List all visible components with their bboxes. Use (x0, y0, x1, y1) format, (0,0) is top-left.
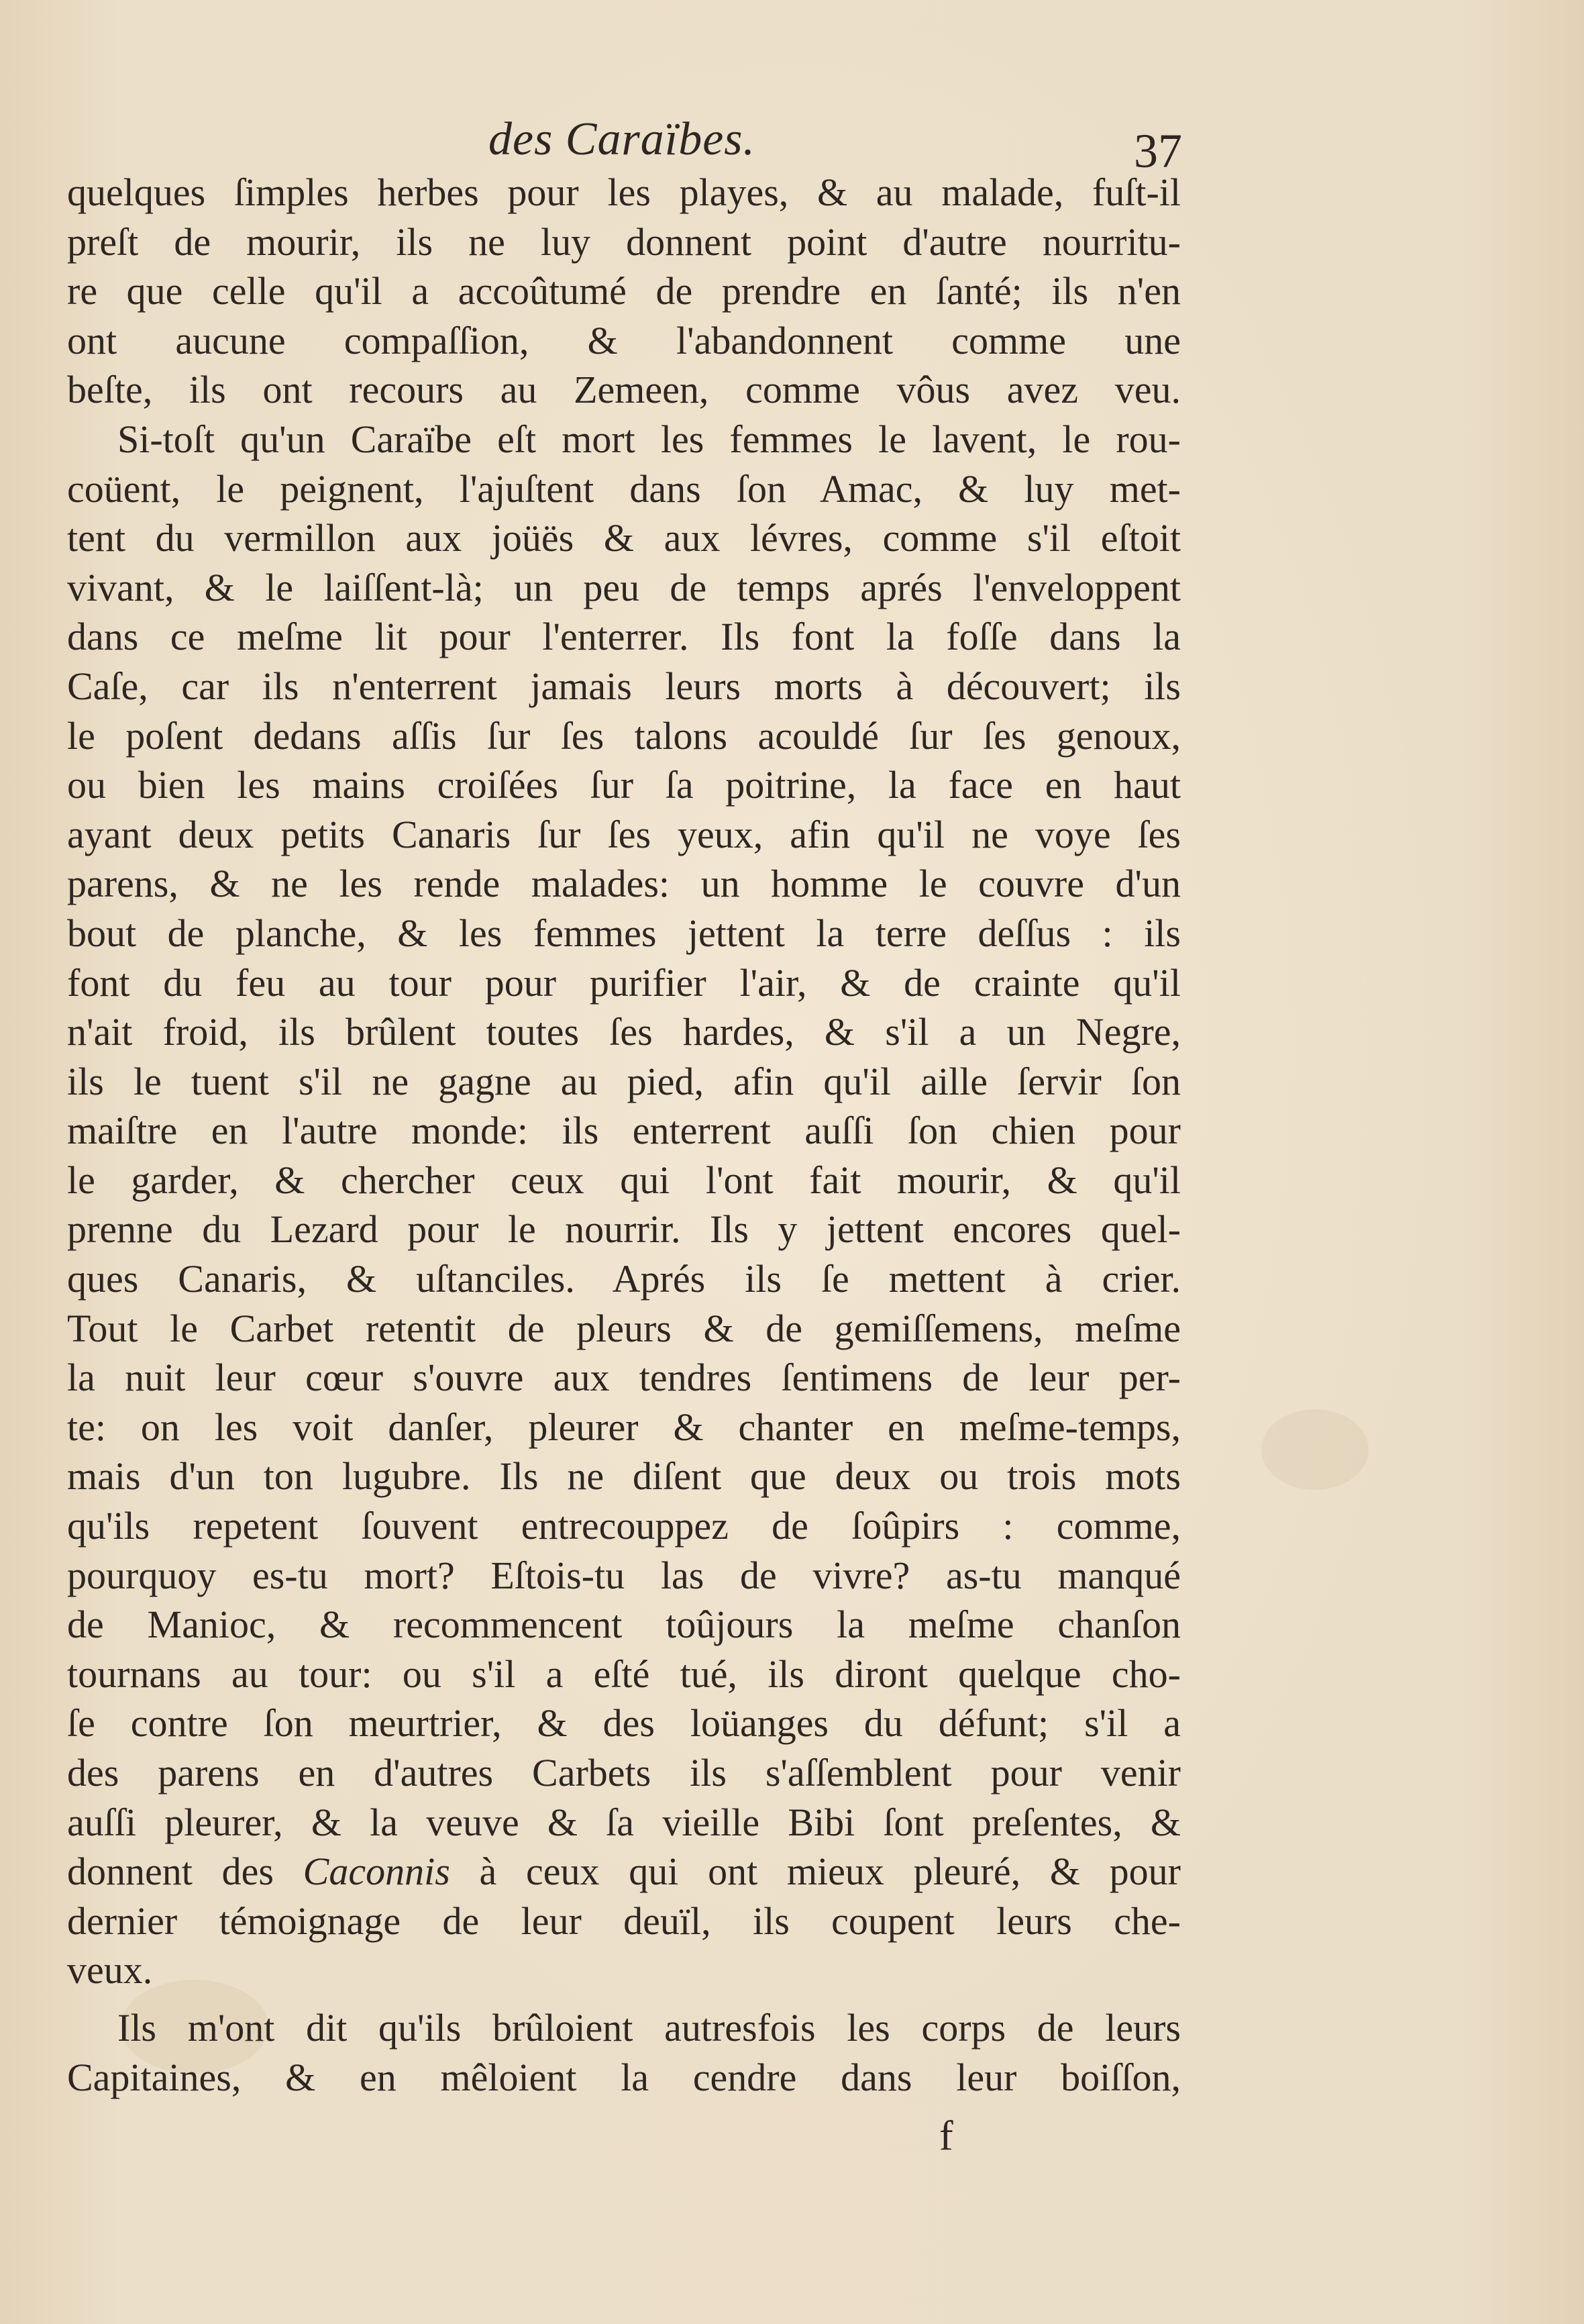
text-line: ou bien les mains croiſées ſur ſa poitrine, la face en haut (67, 763, 1181, 807)
text-line: ayant deux petits Canaris ſur ſes yeux, afin qu'il ne voye ſes (67, 812, 1181, 856)
text-line: n'ait froid, ils brûlent toutes ſes hardes, & s'il a un Negre, (67, 1010, 1181, 1054)
text-line: la nuit leur cœur s'ouvre aux tendres ſentimens de leur per- (67, 1356, 1181, 1400)
text-line: dans ce meſme lit pour l'enterrer. Ils font la foſſe dans la (67, 615, 1181, 659)
text-line: coüent, le peignent, l'ajuſtent dans ſon Amac, & luy met- (67, 466, 1181, 511)
text-line: re que celle qu'il a accoûtumé de prendre en ſanté; ils n'en (67, 269, 1181, 313)
text-line-caconnis (67, 1847, 1181, 1897)
text-line: te: on les voit danſer, pleurer & chanter en meſme-temps, (67, 1405, 1181, 1449)
text-line: Tout le Carbet retentit de pleurs & de gemiſſemens, meſme (67, 1306, 1181, 1350)
text-line: tent du vermillon aux joüës & aux lévres, comme s'il eſtoit (67, 516, 1181, 560)
text-line: Caſe, car ils n'enterrent jamais leurs morts à découvert; ils (67, 664, 1181, 708)
text-line: Ils m'ont dit qu'ils brûloient autresfois les corps de leurs (117, 2005, 1181, 2050)
text-line: pourquoy es-tu mort? Eſtois-tu las de vivre? as-tu manqué (67, 1553, 1181, 1597)
text-line: font du feu au tour pour purifier l'air, & de crainte qu'il (67, 960, 1181, 1005)
text-line: de Manioc, & recommencent toûjours la meſme chanſon (67, 1603, 1181, 1647)
text-segment: donnent des (67, 1850, 303, 1894)
text-line: preſt de mourir, ils ne luy donnent point d'autre nourritu- (67, 219, 1181, 264)
signature-mark: f (939, 2113, 953, 2159)
text-line: qu'ils repetent ſouvent entrecouppez de ſoûpirs : comme, (67, 1504, 1181, 1548)
text-line: ils le tuent s'il ne gagne au pied, afin qu'il aille ſervir ſon (67, 1059, 1181, 1103)
text-line: mais d'un ton lugubre. Ils ne diſent que deux ou trois mots (67, 1454, 1181, 1499)
text-line: quelques ſimples herbes pour les playes, & au malade, fuſt-il (67, 170, 1181, 214)
text-line: ont aucune compaſſion, & l'abandonnent comme une (67, 318, 1181, 362)
page-number: 37 (1134, 124, 1182, 178)
text-line: bout de planche, & les femmes jettent la terre deſſus : ils (67, 911, 1181, 955)
text-line: beſte, ils ont recours au Zemeen, comme vôus avez veu. (67, 368, 1181, 412)
body-text (67, 168, 1181, 2102)
text-line: dernier témoignage de leur deuïl, ils coupent leurs che- (67, 1899, 1181, 1943)
text-segment: à ceux qui ont mieux pleuré, & pour (450, 1850, 1181, 1894)
text-line: vivant, & le laiſſent-là; un peu de temps aprés l'enveloppent (67, 565, 1181, 609)
text-line: le poſent dedans aſſis ſur ſes talons acouldé ſur ſes genoux, (67, 713, 1181, 758)
text-line: Si-toſt qu'un Caraïbe eſt mort les femmes le lavent, le rou- (117, 417, 1181, 461)
page-header (0, 107, 1584, 178)
text-line: le garder, & chercher ceux qui l'ont fait mourir, & qu'il (67, 1158, 1181, 1202)
running-title: des Caraïbes. (488, 113, 755, 165)
paper-stain (1261, 1409, 1369, 1490)
text-line: tournans au tour: ou s'il a eſté tué, ils diront quelque cho- (67, 1652, 1181, 1696)
text-line: Capitaines, & en mêloient la cendre dans leur boiſſon, (67, 2055, 1181, 2099)
italic-term: Caconnis (303, 1850, 450, 1894)
text-line: des parens en d'autres Carbets ils s'aſſemblent pour venir (67, 1751, 1181, 1795)
text-line: auſſi pleurer, & la veuve & ſa vieille Bibi ſont preſentes, & (67, 1800, 1181, 1844)
text-line: veux. (67, 1948, 153, 1992)
text-line: maiſtre en l'autre monde: ils enterrent auſſi ſon chien pour (67, 1109, 1181, 1153)
text-line: ſe contre ſon meurtrier, & des loüanges du défunt; s'il a (67, 1701, 1181, 1746)
text-line: parens, & ne les rende malades: un homme le couvre d'un (67, 862, 1181, 906)
text-line: ques Canaris, & uſtanciles. Aprés ils ſe mettent à crier. (67, 1257, 1181, 1301)
text-line: prenne du Lezard pour le nourrir. Ils y jettent encores quel- (67, 1207, 1181, 1252)
